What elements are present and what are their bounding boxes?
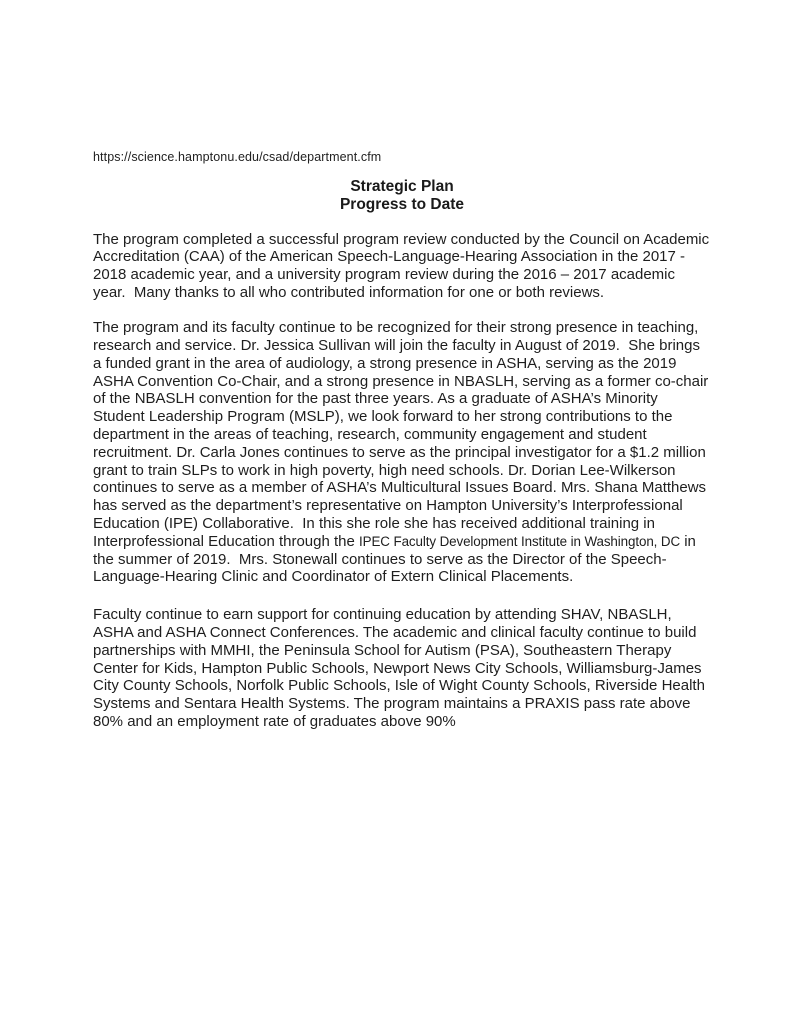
doc-title: [93, 178, 711, 213]
paragraph-program-review: The program completed a successful program review conducted by the Council on Academic Accreditation (CAA) of the American Speech-Language-Hearing Association in the 2017 - 2018 academic year, and a university program review during the 2016 – 2017 academic year. Many thanks to all who contributed information for one or both reviews.: [93, 230, 713, 301]
paragraph-2-segment-condensed: IPEC Faculty Development Institute in Washington, DC: [359, 533, 681, 549]
document-page: [93, 150, 711, 731]
paragraph-2-segment-2: in the summer of 2019. Mrs. Stonewall continues to serve as the Director of the Speech-Language-Hearing Clinic and Coordinator of Extern Clinical Placements.: [93, 532, 701, 586]
doc-title-line-1: Strategic Plan: [350, 178, 454, 195]
paragraph-2-segment-1: The program and its faculty continue to be recognized for their strong presence in teaching, research and service. Dr. Jessica Sullivan will join the faculty in August of 2019. She brings a funded grant in the area of audiology, a strong presence in ASHA, serving as the 2019 ASHA Convention Co-Chair, and a strong presence in NBASLH, serving as a former co-chair of the NBASLH convention for the past three years. As a graduate of ASHA’s Minority Student Leadership Program (MSLP), we look forward to her strong contributions to the department in the areas of teaching, research, community engagement and student recruitment. Dr. Carla Jones continues to serve as the principal investigator for a $1.2 million grant to train SLPs to work in high poverty, high need schools. Dr. Dorian Lee-Wilkerson continues to serve as a member of ASHA’s Multicultural Issues Board. Mrs. Shana Matthews has served as the department’s representative on Hampton University’s Interprofessional Education (IPE) Collaborative. In this she role she has received additional training in Interprofessional Education through the: [93, 319, 713, 550]
paragraph-faculty-recognition: [93, 319, 711, 586]
source-url: https://science.hamptonu.edu/csad/department.cfm: [93, 150, 382, 164]
doc-title-line-2: Progress to Date: [339, 195, 465, 213]
paragraph-continuing-education: Faculty continue to earn support for continuing education by attending SHAV, NBASLH, ASHA and ASHA Connect Conferences. The academic and clinical faculty continue to build partnerships with MMHI, the Peninsula School for Autism (PSA), Southeastern Therapy Center for Kids, Hampton Public Schools, Newport News City Schools, Williamsburg-James City County Schools, Norfolk Public Schools, Isle of Wight County Schools, Riverside Health Systems and Sentara Health Systems. The program maintains a PRAXIS pass rate above 80% and an employment rate of graduates above 90%: [93, 606, 710, 730]
